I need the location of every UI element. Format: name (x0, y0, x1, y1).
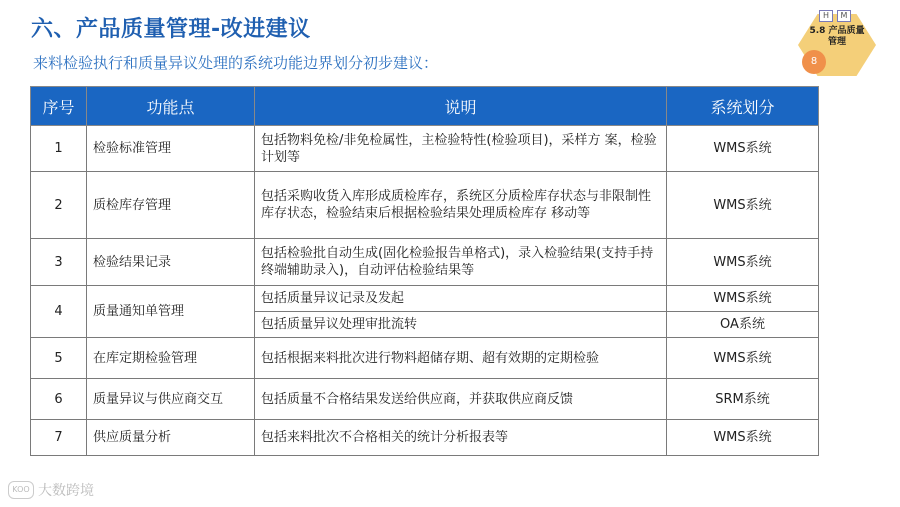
header-no: 序号 (31, 87, 87, 126)
watermark (8, 480, 94, 500)
row-sys: WMS系统 (667, 286, 819, 312)
table-row (31, 126, 819, 172)
row-sys: WMS系统 (667, 172, 819, 239)
badge-tab-h: H (819, 10, 833, 22)
row-desc: 包括质量异议处理审批流转 (255, 312, 667, 338)
row-no: 1 (31, 126, 87, 172)
row-desc: 包括来料批次不合格相关的统计分析报表等 (255, 420, 667, 456)
badge-label: 5.8 产品质量管理 (809, 26, 865, 47)
row-func: 在库定期检验管理 (87, 338, 255, 379)
table-row (31, 338, 819, 379)
row-desc: 包括物料免检/非免检属性，主检验特性(检验项目)，采样方 案，检验计划等 (255, 126, 667, 172)
page-title: 六、产品质量管理-改进建议 (31, 17, 311, 42)
function-table (30, 86, 819, 456)
header-sys: 系统划分 (667, 87, 819, 126)
row-desc: 包括质量不合格结果发送给供应商，并获取供应商反馈 (255, 379, 667, 420)
table-row (31, 379, 819, 420)
table-header-row (31, 87, 819, 126)
row-no: 5 (31, 338, 87, 379)
badge-number: 8 (802, 50, 826, 74)
badge-tab-m: M (837, 10, 851, 22)
header-desc: 说明 (255, 87, 667, 126)
watermark-text: 大数跨境 (38, 483, 94, 499)
page-subtitle: 来料检验执行和质量异议处理的系统功能边界划分初步建议： (33, 54, 439, 72)
table-row (31, 420, 819, 456)
row-func: 质量异议与供应商交互 (87, 379, 255, 420)
row-no: 2 (31, 172, 87, 239)
row-func: 供应质量分析 (87, 420, 255, 456)
row-no: 6 (31, 379, 87, 420)
row-no: 7 (31, 420, 87, 456)
row-desc: 包括检验批自动生成(固化检验报告单格式)，录入检验结果(支持手持终端辅助录入)，自动评估检验结果等 (255, 239, 667, 286)
row-no: 4 (31, 286, 87, 338)
row-sys: OA系统 (667, 312, 819, 338)
table-row (31, 286, 819, 312)
row-desc: 包括根据来料批次进行物料超储存期、超有效期的定期检验 (255, 338, 667, 379)
row-sys: SRM系统 (667, 379, 819, 420)
row-func: 质检库存管理 (87, 172, 255, 239)
row-no: 3 (31, 239, 87, 286)
row-func: 检验标准管理 (87, 126, 255, 172)
row-desc: 包括质量异议记录及发起 (255, 286, 667, 312)
row-sys: WMS系统 (667, 420, 819, 456)
row-sys: WMS系统 (667, 338, 819, 379)
table-row (31, 239, 819, 286)
section-badge (798, 10, 876, 76)
row-func: 检验结果记录 (87, 239, 255, 286)
watermark-logo-icon: KOO (8, 481, 34, 499)
row-func: 质量通知单管理 (87, 286, 255, 338)
row-sys: WMS系统 (667, 239, 819, 286)
badge-tabs (819, 10, 851, 22)
row-sys: WMS系统 (667, 126, 819, 172)
header-func: 功能点 (87, 87, 255, 126)
row-desc: 包括采购收货入库形成质检库存，系统区分质检库存状态与非限制性库存状态，检验结束后根据检验结果处理质检库存 移动等 (255, 172, 667, 239)
table-row (31, 172, 819, 239)
